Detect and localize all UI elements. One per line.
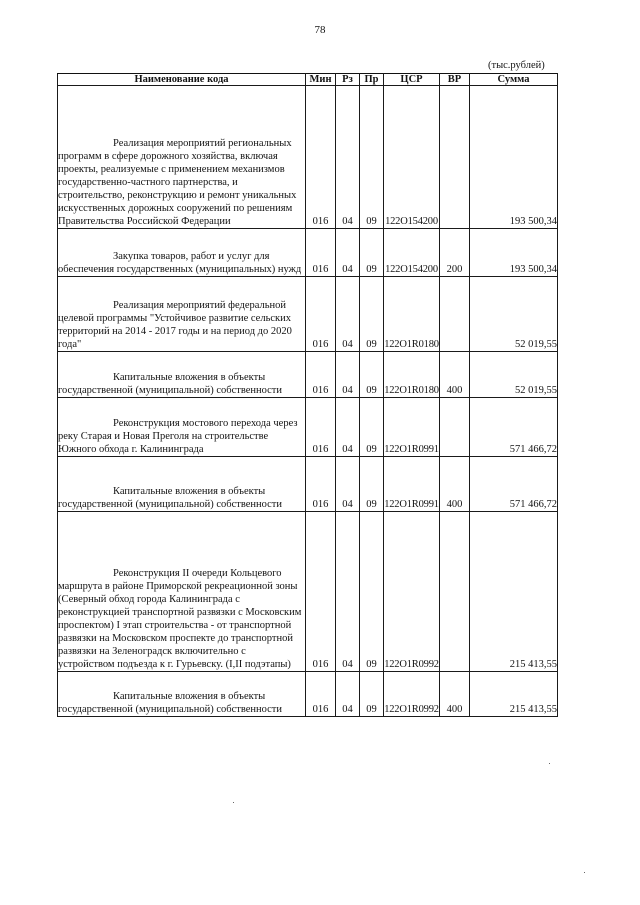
- row-name: Реализация мероприятий региональных программ в сфере дорожного хозяйства, включая проекты, реализуемые с применением механизмов государственно-частного партнерства, и строительство, реконструкцию и ремонт уникальных искусственных дорожных сооружений по решениям Правительства Российской Федерации: [58, 86, 306, 229]
- row-name: Капитальные вложения в объекты государственной (муниципальной) собственности: [58, 672, 306, 717]
- row-vr: 400: [440, 457, 470, 512]
- row-sum: 193 500,34: [470, 229, 558, 277]
- row-sum: 215 413,55: [470, 512, 558, 672]
- row-name: Закупка товаров, работ и услуг для обеспечения государственных (муниципальных) нужд: [58, 229, 306, 277]
- row-pr: 09: [360, 457, 384, 512]
- scan-speck: [584, 872, 585, 873]
- row-min: 016: [306, 229, 336, 277]
- row-sum: 193 500,34: [470, 86, 558, 229]
- table-row: [58, 352, 558, 398]
- row-name: Капитальные вложения в объекты государственной (муниципальной) собственности: [58, 352, 306, 398]
- row-vr: 400: [440, 352, 470, 398]
- row-pr: 09: [360, 512, 384, 672]
- header-sum: Сумма: [470, 74, 558, 86]
- table-row: [58, 512, 558, 672]
- row-min: 016: [306, 352, 336, 398]
- row-rz: 04: [336, 398, 360, 457]
- row-csr: 122O1R0180: [384, 277, 440, 352]
- row-vr: [440, 86, 470, 229]
- row-min: 016: [306, 512, 336, 672]
- page-number: 78: [314, 24, 326, 36]
- row-sum: 215 413,55: [470, 672, 558, 717]
- row-rz: 04: [336, 512, 360, 672]
- row-name: Реконструкция мостового перехода через реку Старая и Новая Преголя на строительстве Южного обхода г. Калининграда: [58, 398, 306, 457]
- row-pr: 09: [360, 86, 384, 229]
- row-name: Реконструкция II очереди Кольцевого маршрута в районе Приморской рекреационной зоны (Северный обход города Калининграда с реконструкцией транспортной развязки с Московским проспектом) I этап строительства - от транспортной развязки на Московском проспекте до транспортной развязки на Зеленоградск включительно с устройством подъезда к г. Гурьевску. (I,II подэтапы): [58, 512, 306, 672]
- header-min: Мин: [306, 74, 336, 86]
- row-sum: 571 466,72: [470, 457, 558, 512]
- row-csr: 122O154200: [384, 86, 440, 229]
- row-min: 016: [306, 86, 336, 229]
- header-pr: Пр: [360, 74, 384, 86]
- row-name: Капитальные вложения в объекты государственной (муниципальной) собственности: [58, 457, 306, 512]
- row-vr: 400: [440, 672, 470, 717]
- row-name: Реализация мероприятий федеральной целевой программы "Устойчивое развитие сельских территорий на 2014 - 2017 годы и на период до 2020 года": [58, 277, 306, 352]
- row-pr: 09: [360, 352, 384, 398]
- row-pr: 09: [360, 277, 384, 352]
- row-csr: 122O1R0991: [384, 457, 440, 512]
- table-row: [58, 457, 558, 512]
- header-vr: ВР: [440, 74, 470, 86]
- row-min: 016: [306, 398, 336, 457]
- row-sum: 52 019,55: [470, 352, 558, 398]
- row-rz: 04: [336, 277, 360, 352]
- table-row: [58, 277, 558, 352]
- row-csr: 122O1R0991: [384, 398, 440, 457]
- row-rz: 04: [336, 229, 360, 277]
- row-sum: 52 019,55: [470, 277, 558, 352]
- row-rz: 04: [336, 352, 360, 398]
- table-row: [58, 398, 558, 457]
- row-vr: [440, 512, 470, 672]
- table-row: [58, 672, 558, 717]
- row-csr: 122O1R0992: [384, 512, 440, 672]
- header-csr: ЦСР: [384, 74, 440, 86]
- row-pr: 09: [360, 672, 384, 717]
- table-header-row: [58, 74, 558, 86]
- scan-speck: [233, 802, 234, 803]
- unit-label: (тыс.рублей): [488, 60, 545, 71]
- row-min: 016: [306, 457, 336, 512]
- row-rz: 04: [336, 457, 360, 512]
- row-rz: 04: [336, 672, 360, 717]
- row-vr: [440, 398, 470, 457]
- row-pr: 09: [360, 229, 384, 277]
- table-row: [58, 229, 558, 277]
- row-sum: 571 466,72: [470, 398, 558, 457]
- row-pr: 09: [360, 398, 384, 457]
- scan-speck: [549, 763, 550, 764]
- row-min: 016: [306, 277, 336, 352]
- row-rz: 04: [336, 86, 360, 229]
- row-csr: 122O1R0180: [384, 352, 440, 398]
- row-min: 016: [306, 672, 336, 717]
- header-rz: Рз: [336, 74, 360, 86]
- row-vr: 200: [440, 229, 470, 277]
- header-name: Наименование кода: [58, 74, 306, 86]
- row-vr: [440, 277, 470, 352]
- budget-table: [57, 73, 558, 717]
- row-csr: 122O1R0992: [384, 672, 440, 717]
- table-row: [58, 86, 558, 229]
- row-csr: 122O154200: [384, 229, 440, 277]
